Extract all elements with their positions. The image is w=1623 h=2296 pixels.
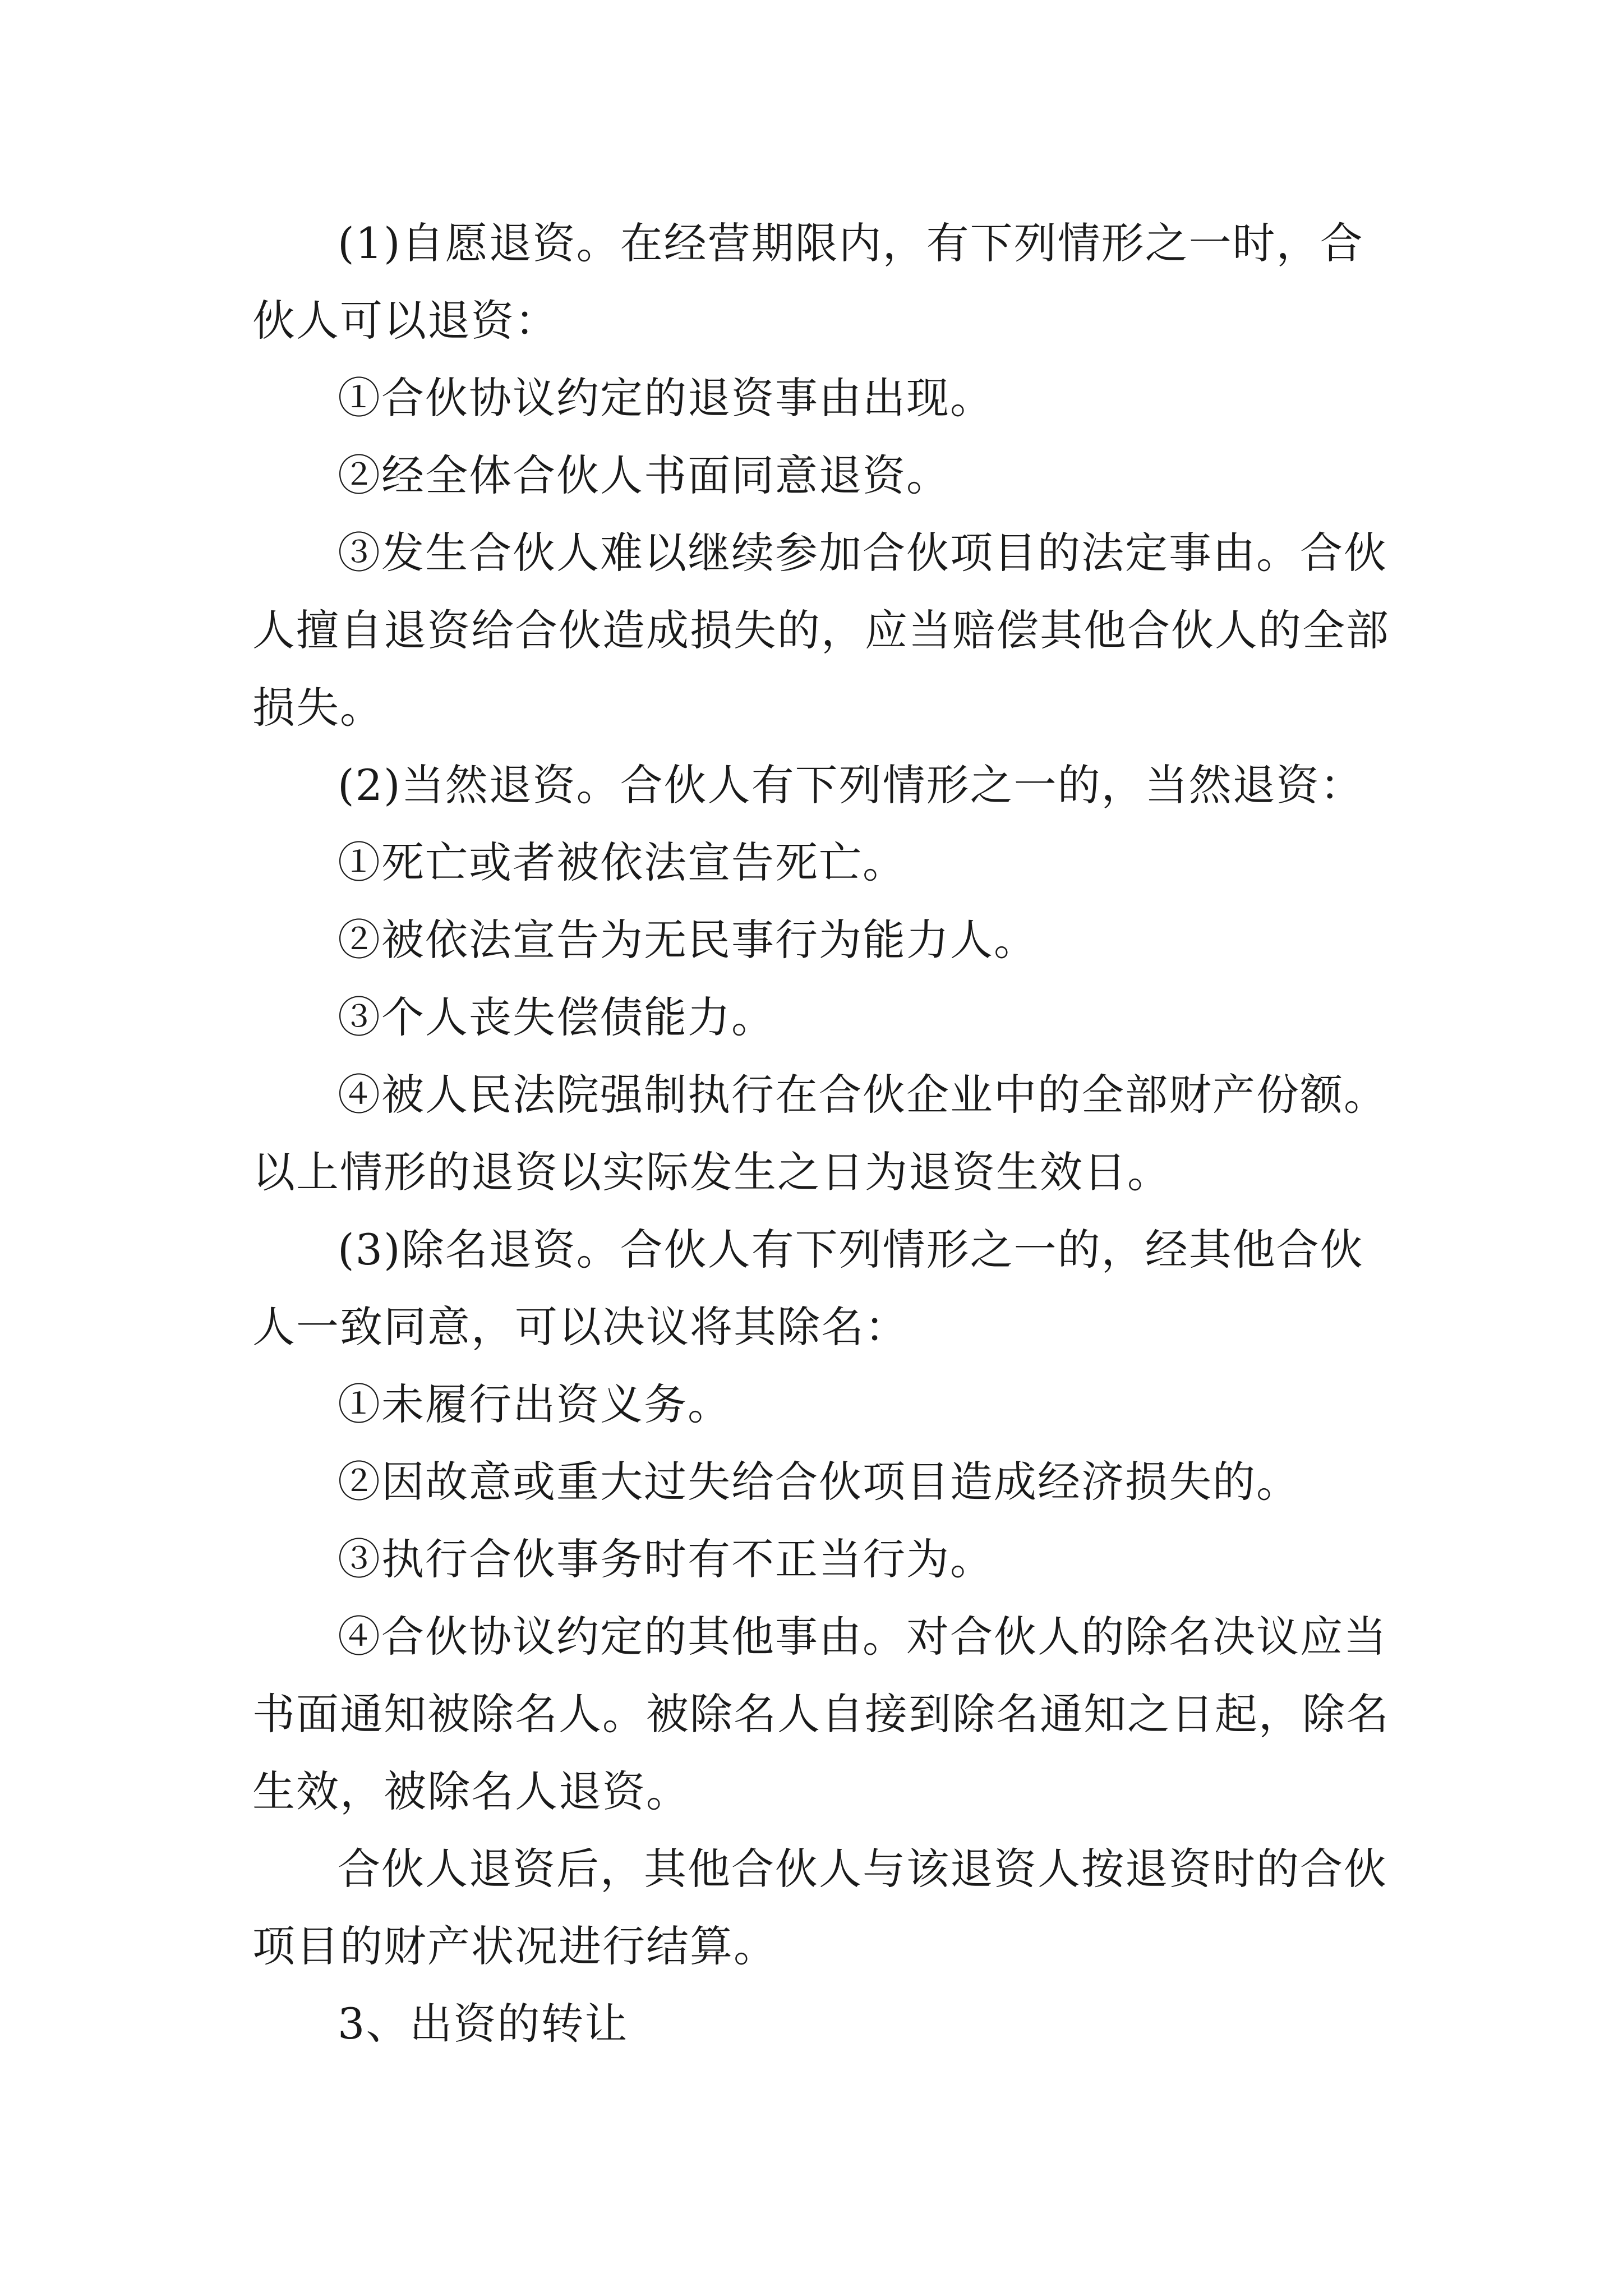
paragraph-automatic-withdrawal: (2)当然退资。合伙人有下列情形之一的，当然退资： bbox=[338, 760, 1364, 810]
list-item: ③个人丧失偿债能力。 bbox=[338, 992, 775, 1042]
list-item: ③发生合伙人难以继续参加合伙项目的法定事由。合伙人擅自退资给合伙造成损失的，应当赔偿其他合伙人的全部损失。 bbox=[252, 528, 1390, 733]
list-item: ①未履行出资义务。 bbox=[338, 1379, 731, 1429]
list-item: ①死亡或者被依法宣告死亡。 bbox=[338, 838, 906, 887]
list-item: ③执行合伙事务时有不正当行为。 bbox=[338, 1534, 994, 1584]
section-heading: 3、出资的转让 bbox=[338, 1999, 629, 2049]
list-item: ④被人民法院强制执行在合伙企业中的全部财产份额。以上情形的退资以实际发生之日为退资生效日。 bbox=[252, 1070, 1387, 1197]
paragraph-expulsion-withdrawal: (3)除名退资。合伙人有下列情形之一的，经其他合伙人一致同意，可以决议将其除名： bbox=[252, 1225, 1364, 1352]
list-item: ④合伙协议约定的其他事由。对合伙人的除名决议应当书面通知被除名人。被除名人自接到除名通知之日起，除名生效，被除名人退资。 bbox=[252, 1612, 1390, 1816]
list-item: ②经全体合伙人书面同意退资。 bbox=[338, 450, 950, 500]
list-item: ②被依法宣告为无民事行为能力人。 bbox=[338, 915, 1038, 965]
paragraph-voluntary-withdrawal: (1)自愿退资。在经营期限内，有下列情形之一时，合伙人可以退资： bbox=[252, 218, 1364, 346]
list-item: ②因故意或重大过失给合伙项目造成经济损失的。 bbox=[338, 1457, 1300, 1507]
list-item: ①合伙协议约定的退资事由出现。 bbox=[338, 373, 994, 423]
paragraph-settlement: 合伙人退资后，其他合伙人与该退资人按退资时的合伙项目的财产状况进行结算。 bbox=[252, 1844, 1387, 1971]
